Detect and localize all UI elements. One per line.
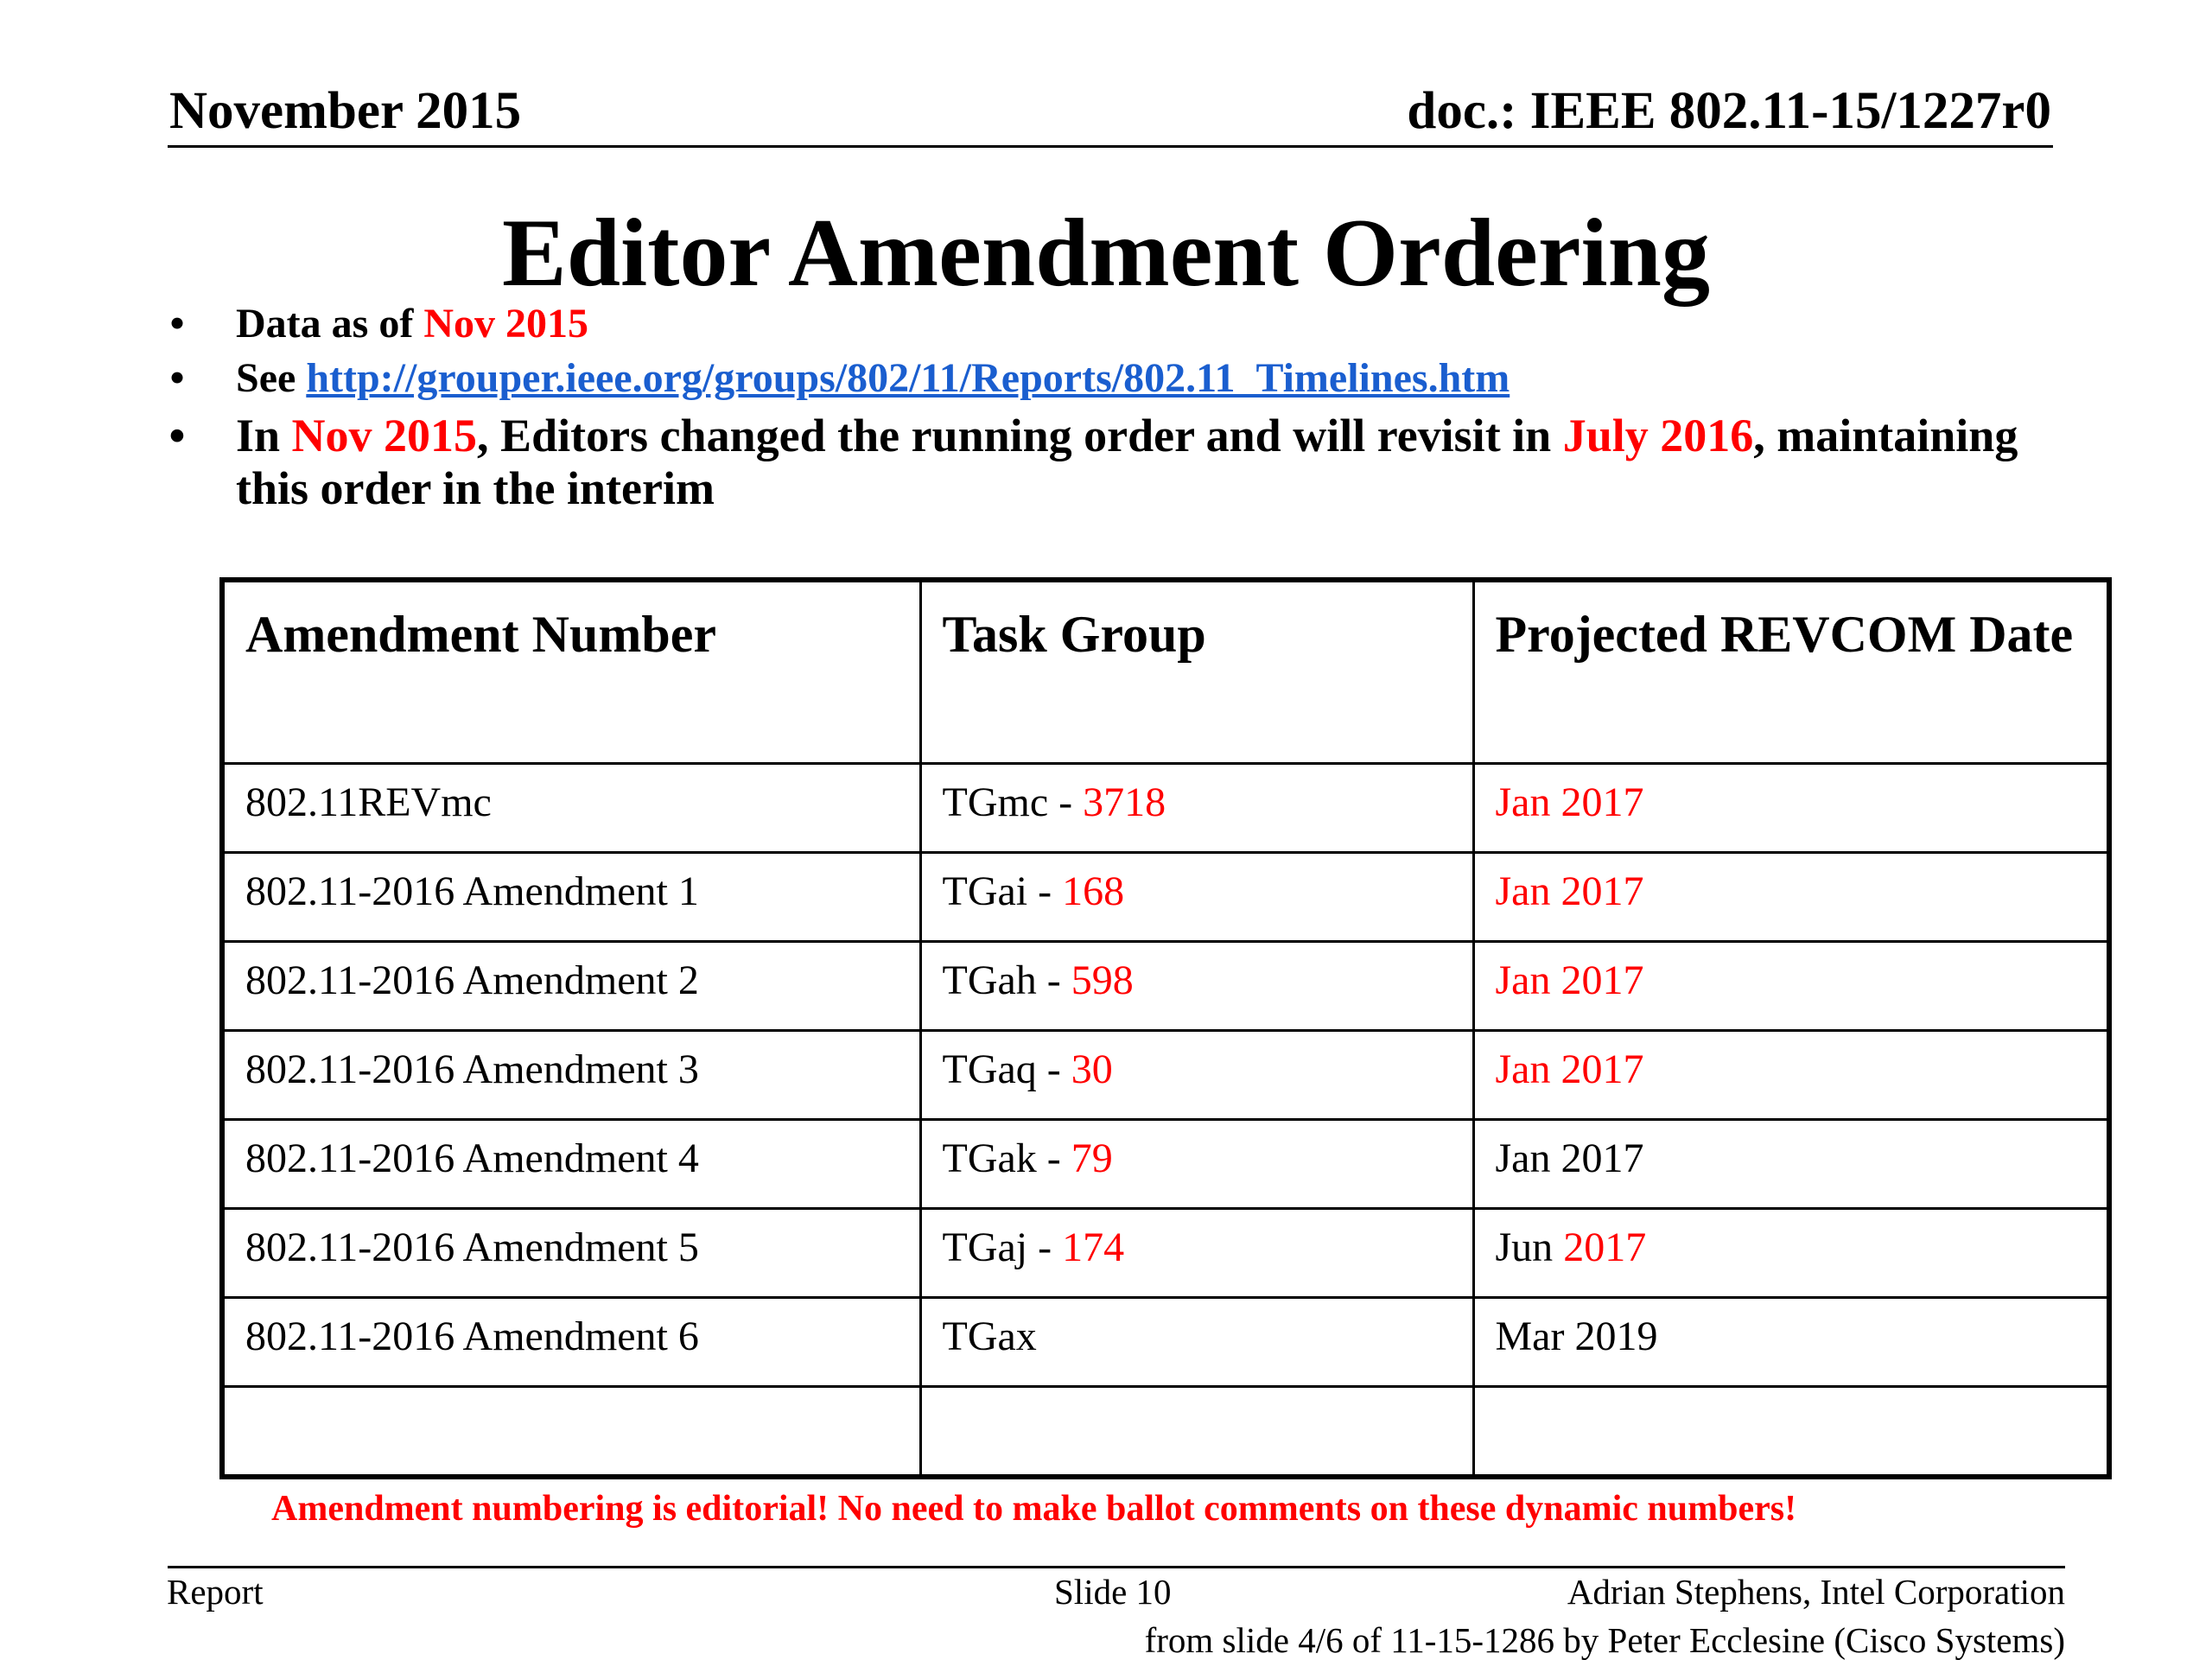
date-month: Jan 2017 — [1495, 1135, 1644, 1181]
date-year: Jan 2017 — [1495, 957, 1644, 1003]
cell-task-group — [920, 942, 1473, 1031]
date-year: Jan 2017 — [1495, 779, 1644, 825]
bullet-see-link — [147, 355, 2100, 402]
bullet-list — [147, 301, 2100, 516]
footer-author: Adrian Stephens, Intel Corporation — [1567, 1572, 2065, 1612]
table-row — [222, 1031, 2109, 1120]
task-group-name: TGax — [942, 1313, 1037, 1359]
bullet-date: Nov 2015 — [423, 301, 588, 347]
cell-amendment-number: 802.11-2016 Amendment 1 — [222, 853, 920, 942]
table-header-row — [222, 580, 2109, 764]
date-month: Mar 2019 — [1495, 1313, 1658, 1359]
bullet-data-as-of — [147, 301, 2100, 347]
cell-amendment-number: 802.11-2016 Amendment 5 — [222, 1209, 920, 1298]
table-row — [222, 1298, 2109, 1387]
header-task-group: Task Group — [920, 580, 1473, 764]
header-doc-id: doc.: IEEE 802.11-15/1227r0 — [1407, 82, 2051, 140]
cell-amendment-number: 802.11-2016 Amendment 2 — [222, 942, 920, 1031]
cell-revcom-date — [1473, 1209, 2109, 1298]
table-row — [222, 1209, 2109, 1298]
cell-amendment-number — [222, 1387, 920, 1478]
date-year: 2017 — [1563, 1224, 1647, 1270]
cell-task-group — [920, 1031, 1473, 1120]
bullet-date: Nov 2015 — [291, 410, 478, 462]
task-group-count: 174 — [1062, 1224, 1125, 1270]
cell-revcom-date — [1473, 1031, 2109, 1120]
bullet-middle: , Editors changed the running order and will revisit in — [477, 410, 1563, 462]
task-group-name: TGai - — [942, 868, 1063, 914]
slide-title: Editor Amendment Ordering — [502, 200, 1710, 307]
task-group-name: TGak - — [942, 1135, 1071, 1181]
footer-source: from slide 4/6 of 11-15-1286 by Peter Ecclesine (Cisco Systems) — [1144, 1620, 2065, 1660]
bullet-prefix: Data as of — [236, 301, 424, 347]
bullet-revisit-date: July 2016 — [1562, 410, 1754, 462]
cell-amendment-number: 802.11-2016 Amendment 6 — [222, 1298, 920, 1387]
header-revcom-date: Projected REVCOM Date — [1473, 580, 2109, 764]
cell-task-group — [920, 853, 1473, 942]
task-group-count: 3718 — [1083, 779, 1166, 825]
cell-amendment-number: 802.11REVmc — [222, 764, 920, 853]
bullet-marker: • — [169, 355, 185, 402]
cell-task-group — [920, 1298, 1473, 1387]
cell-task-group — [920, 1120, 1473, 1209]
date-month: Jun — [1495, 1224, 1564, 1270]
timelines-link[interactable]: http://grouper.ieee.org/groups/802/11/Reports/802.11_Timelines.htm — [306, 355, 1510, 402]
cell-revcom-date — [1473, 1120, 2109, 1209]
table-row — [222, 1120, 2109, 1209]
table-row — [222, 942, 2109, 1031]
task-group-count: 598 — [1071, 957, 1134, 1003]
editorial-note: Amendment numbering is editorial! No need to make ballot comments on these dynamic numbers! — [271, 1489, 1797, 1529]
cell-task-group — [920, 1209, 1473, 1298]
cell-amendment-number: 802.11-2016 Amendment 4 — [222, 1120, 920, 1209]
task-group-name: TGaq - — [942, 1046, 1071, 1092]
date-year: Jan 2017 — [1495, 1046, 1644, 1092]
header-rule — [168, 145, 2053, 148]
bullet-suffix: , maintaining this order in the interim — [236, 410, 2018, 515]
task-group-count: 168 — [1062, 868, 1125, 914]
header-date: November 2015 — [169, 82, 522, 140]
cell-revcom-date — [1473, 764, 2109, 853]
cell-amendment-number: 802.11-2016 Amendment 3 — [222, 1031, 920, 1120]
bullet-marker: • — [169, 301, 185, 347]
cell-revcom-date — [1473, 942, 2109, 1031]
cell-task-group — [920, 764, 1473, 853]
table-row — [222, 764, 2109, 853]
bullet-text — [236, 410, 2100, 515]
amendment-table — [219, 577, 2112, 1479]
task-group-count: 79 — [1071, 1135, 1113, 1181]
cell-revcom-date — [1473, 853, 2109, 942]
task-group-name: TGaj - — [942, 1224, 1063, 1270]
cell-revcom-date — [1473, 1298, 2109, 1387]
bullet-prefix: See — [236, 355, 307, 402]
cell-revcom-date — [1473, 1387, 2109, 1478]
date-year: Jan 2017 — [1495, 868, 1644, 914]
bullet-prefix: In — [236, 410, 292, 462]
table-row — [222, 1387, 2109, 1478]
table-row — [222, 853, 2109, 942]
slide-number: Slide 10 — [1054, 1572, 1172, 1612]
footer-rule — [168, 1566, 2065, 1568]
task-group-count: 30 — [1071, 1046, 1113, 1092]
header-amendment-number: Amendment Number — [222, 580, 920, 764]
footer-left: Report — [167, 1572, 264, 1612]
bullet-running-order — [147, 410, 2100, 515]
bullet-marker: • — [168, 410, 186, 462]
bullet-text — [236, 355, 2100, 402]
bullet-text — [236, 301, 2100, 347]
table-body — [222, 764, 2109, 1478]
cell-task-group — [920, 1387, 1473, 1478]
task-group-name: TGah - — [942, 957, 1071, 1003]
task-group-name: TGmc - — [942, 779, 1084, 825]
